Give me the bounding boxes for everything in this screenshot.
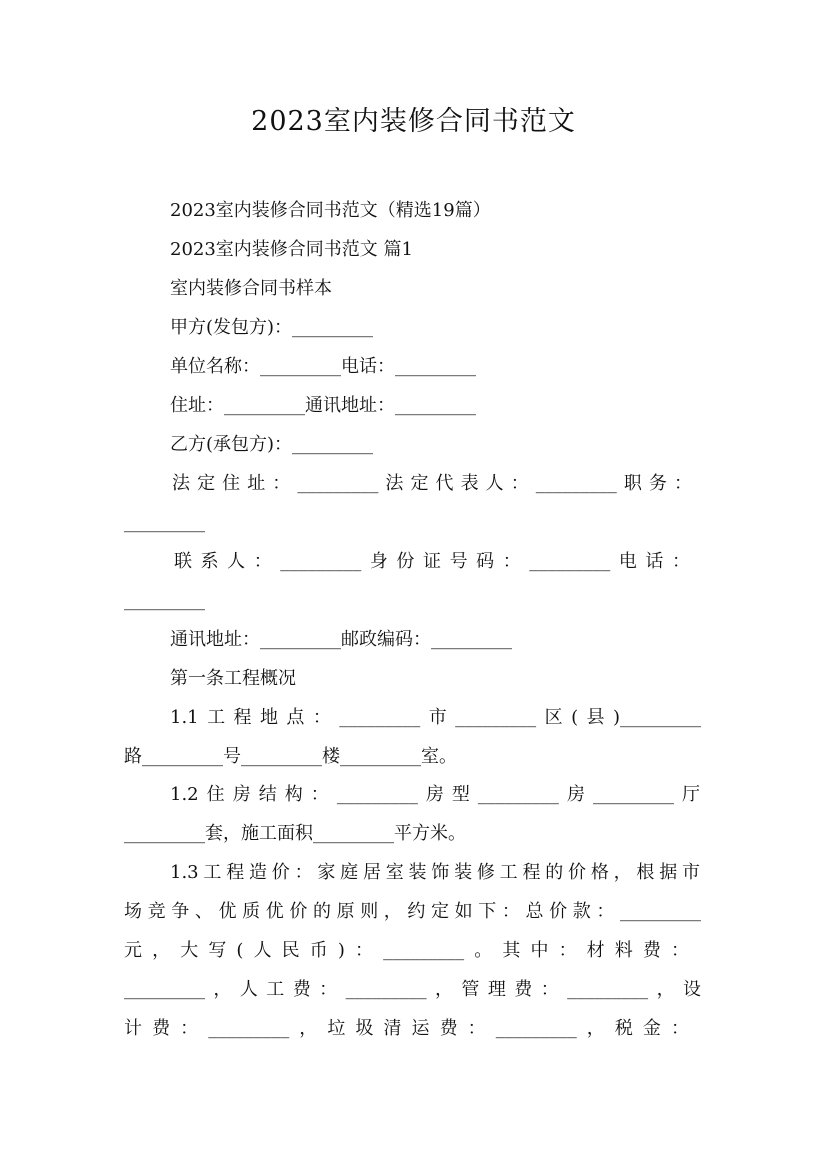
text-line: 1.2住房结构：_________房型_________房_________厅 bbox=[170, 784, 700, 805]
text-line: 2023室内装修合同书范文 篇1 bbox=[170, 239, 413, 260]
document-title: 2023室内装修合同书范文 bbox=[251, 106, 576, 137]
text-line: 单位名称：_________电话：_________ bbox=[170, 356, 476, 377]
text-line: 法定住址：_________法定代表人：_________职务： bbox=[172, 473, 692, 494]
text-line: 元，大写(人民币)：_________。其中：材料费： bbox=[124, 940, 689, 961]
text-line: 路_________号_________楼_________室。 bbox=[124, 746, 457, 767]
text-line: _________ bbox=[124, 512, 205, 533]
text-line: 2023室内装修合同书范文（精选19篇） bbox=[170, 200, 491, 221]
text-line: _________，人工费：_________，管理费：_________，设 bbox=[124, 979, 701, 1000]
text-line: _________ bbox=[124, 590, 205, 611]
text-line: 场竞争、优质优价的原则，约定如下：总价款：_________ bbox=[124, 901, 701, 922]
text-line: 通讯地址：_________邮政编码：_________ bbox=[170, 629, 512, 650]
text-line: 1.1工程地点：_________市_________区(县)_________ bbox=[170, 707, 701, 728]
text-line: 甲方(发包方)：_________ bbox=[170, 317, 374, 338]
text-line: 乙方(承包方)：_________ bbox=[170, 434, 374, 455]
text-line: 第一条工程概况 bbox=[170, 668, 296, 689]
text-line: 住址：_________通讯地址：_________ bbox=[170, 395, 476, 416]
text-line: 1.3工程造价：家庭居室装饰装修工程的价格，根据市 bbox=[170, 862, 700, 883]
text-line: _________套，施工面积_________平方米。 bbox=[124, 823, 466, 844]
text-line: 室内装修合同书样本 bbox=[170, 278, 332, 299]
text-line: 计费：_________，垃圾清运费：_________，税金： bbox=[124, 1018, 689, 1039]
text-line: 联系人：_________身份证号码：_________电话： bbox=[174, 551, 690, 572]
